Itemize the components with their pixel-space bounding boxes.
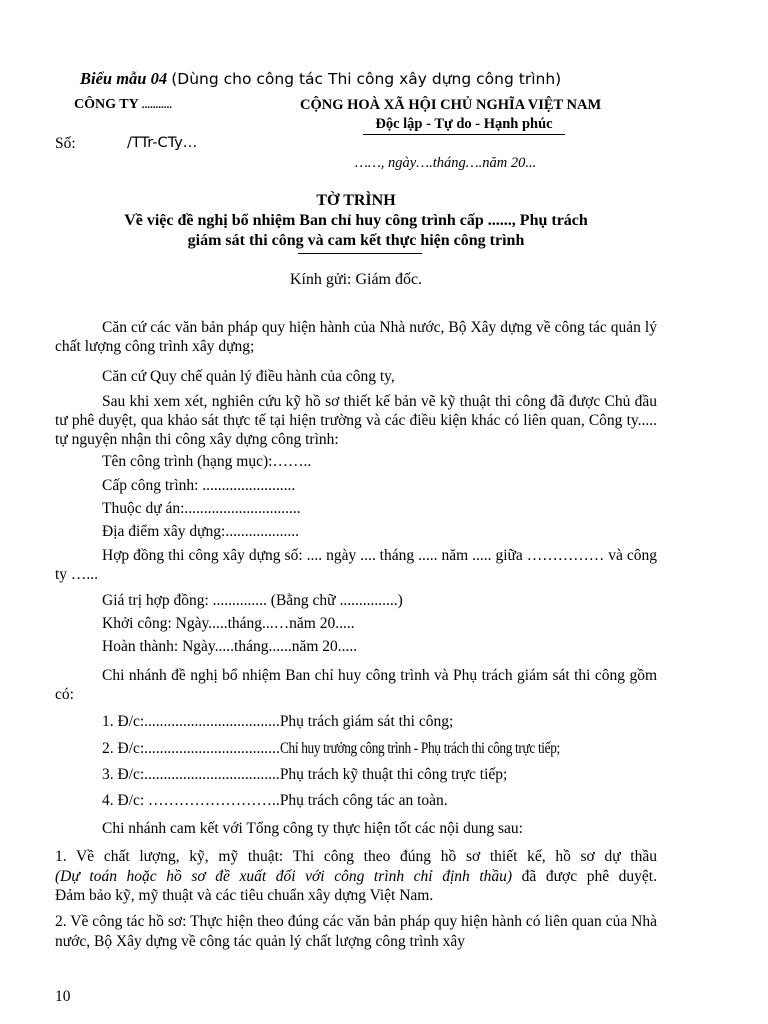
subject-underline (298, 253, 422, 254)
subject-line-2: giám sát thi công và cam kết thực hiện công trình (187, 232, 525, 249)
paragraph-legal-basis: Căn cứ các văn bản pháp quy hiện hành của Nhà nước, Bộ Xây dựng về công tác quản lý chất lượng công trình xây dựng; (55, 319, 657, 355)
list-item: 2. Đ/c:...................................Chỉ huy trưởng công trình - Phụ trách thi công trực tiếp; (102, 740, 560, 757)
page-number: 10 (55, 988, 71, 1005)
finish-date: Hoàn thành: Ngày.....tháng......năm 20..... (102, 638, 358, 655)
greeting: Kính gửi: Giám đốc. (289, 271, 423, 288)
so-value: /TTr-CTy… (127, 135, 198, 151)
motto-underline (363, 134, 565, 135)
contract-value: Giá trị hợp đồng: .............. (Bằng chữ ...............) (102, 592, 403, 609)
form-header (80, 69, 561, 89)
start-date: Khởi công: Ngày.....tháng...…năm 20..... (102, 615, 355, 632)
form-label: Biểu mẫu 04 (80, 69, 168, 88)
project-location: Địa điểm xây dựng:................... (102, 523, 299, 540)
document-title: TỜ TRÌNH (316, 192, 396, 209)
list-item: 3. Đ/c:...................................Phụ trách kỹ thuật thi công trực tiếp; (102, 766, 508, 783)
subject-line-1: Về việc đề nghị bổ nhiệm Ban chỉ huy công trình cấp ......, Phụ trách (124, 212, 588, 229)
date-line: ……, ngày….tháng….năm 20... (355, 155, 537, 171)
list-item: 4. Đ/c: ……………………..Phụ trách công tác an toàn. (102, 792, 448, 809)
commitment-records: 2. Về công tác hồ sơ: Thực hiện theo đúng các văn bản pháp quy hiện hành có liên quan của Nhà nước, Bộ Xây dựng về công tác quản lý chất lượng công trình xây (55, 913, 657, 950)
paragraph-review: Sau khi xem xét, nghiên cứu kỹ hồ sơ thiết kế bản vẽ kỹ thuật thi công đã được Chủ đầu tư phê duyệt, qua khảo sát thực tế tại hiện trường và các điều kiện khác có liên quan, Công ty..... tự nguyện nhận thi công xây dựng công trình: (55, 393, 657, 448)
list-item: 1. Đ/c:...................................Phụ trách giám sát thi công; (102, 713, 454, 730)
commitment-quality: 1. Về chất lượng, kỹ, mỹ thuật: Thi công theo đúng hồ sơ thiết kế, hồ sơ dự thầu (Dự toán hoặc hồ sơ đề xuất đối với công trình chỉ định thầu) đã được phê duyệt. Đảm bảo kỹ, mỹ thuật và các tiêu chuẩn xây dựng Việt Nam. (55, 848, 657, 904)
republic-title: CỘNG HOÀ XÃ HỘI CHỦ NGHĨA VIỆT NAM (300, 97, 602, 113)
paragraph-appointment: Chi nhánh đề nghị bổ nhiệm Ban chỉ huy công trình và Phụ trách giám sát thi công gồm có: (55, 667, 657, 703)
project-parent: Thuộc dự án:.............................. (102, 500, 301, 517)
motto: Độc lập - Tự do - Hạnh phúc (375, 116, 553, 132)
paragraph-contract: Hợp đồng thi công xây dựng số: .... ngày .... tháng ..... năm ..... giữa …………… và công ty …... (55, 547, 657, 583)
company-name: CÔNG TY ........... (74, 97, 172, 112)
project-level: Cấp công trình: ........................ (102, 477, 296, 494)
project-name: Tên công trình (hạng mục):…….. (102, 453, 312, 470)
paragraph-regulation: Căn cứ Quy chế quản lý điều hành của công ty, (102, 368, 395, 385)
paragraph-commitment: Chi nhánh cam kết với Tổng công ty thực hiện tốt các nội dung sau: (102, 820, 523, 837)
form-purpose: (Dùng cho công tác Thi công xây dựng công trình) (171, 70, 562, 88)
so-label: Số: (55, 135, 76, 152)
